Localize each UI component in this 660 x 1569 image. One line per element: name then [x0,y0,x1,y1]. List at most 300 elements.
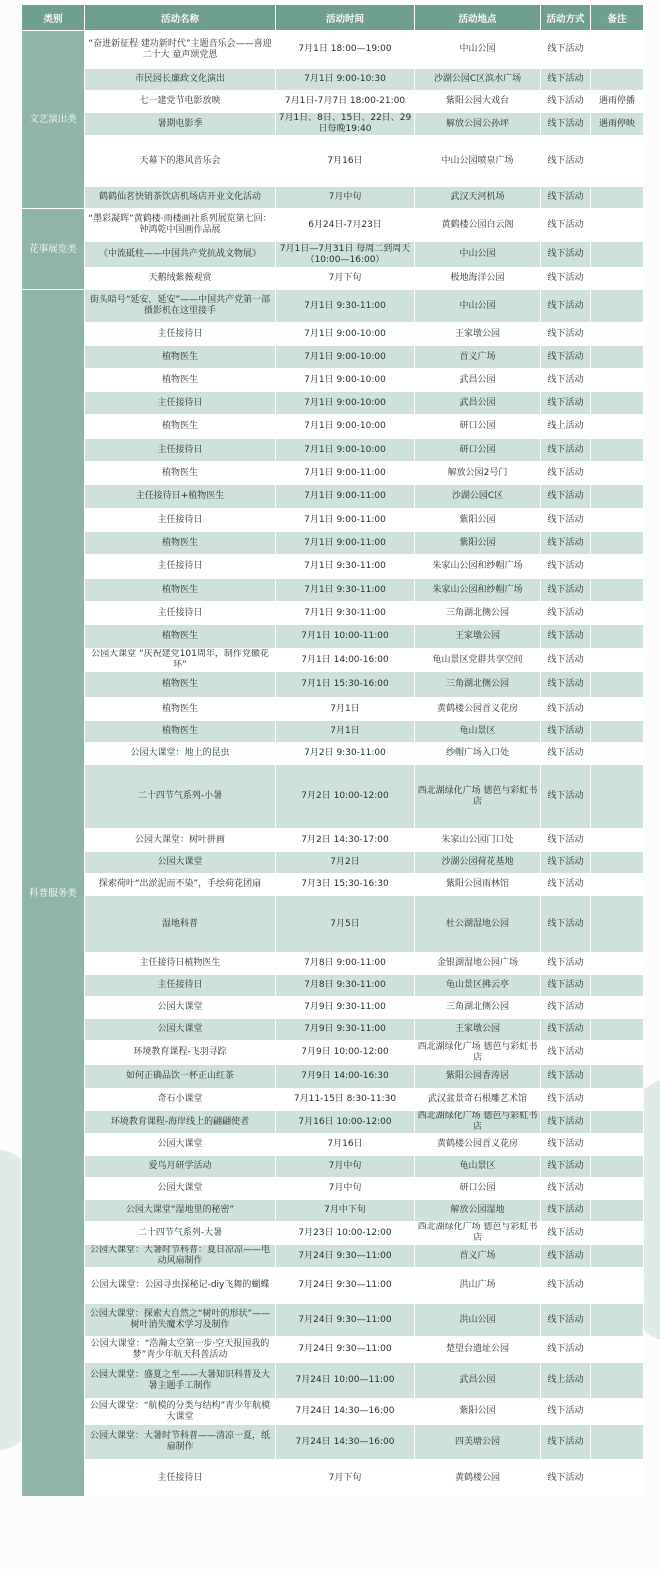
activity-name-cell: 主任接待日 [85,323,276,346]
table-row [22,1089,644,1111]
table-row [22,1019,644,1041]
note-cell: 遇雨停映 [591,113,644,136]
activity-mode-cell: 线下活动 [541,698,591,721]
activity-time-cell: 7月1日 9:00-11:00 [276,509,415,532]
activity-time-cell: 7月2日 10:00-12:00 [276,765,415,829]
activity-time-cell: 7月中下旬 [276,1200,415,1222]
table-row [22,1245,644,1268]
activity-name-cell: 二十四节气系列-小暑 [85,765,276,829]
activity-mode-cell: 线下活动 [541,721,591,743]
activity-place-cell: 三角湖北侧公园 [415,602,541,625]
note-cell [591,1399,644,1425]
activity-mode-cell: 线下活动 [541,485,591,509]
note-cell [591,509,644,532]
activity-mode-cell: 线下活动 [541,1200,591,1222]
activity-place-cell: 龟山景区 [415,1156,541,1178]
activity-place-cell: 西北湖绿化广场 德芭与彩虹书店 [415,1222,541,1245]
table-row [22,698,644,721]
activity-place-cell: 王家墩公园 [415,323,541,346]
activity-mode-cell: 线下活动 [541,113,591,136]
note-cell [591,268,644,290]
activity-time-cell: 7月9日 14:00-16:30 [276,1065,415,1089]
activity-mode-cell: 线下活动 [541,1089,591,1111]
header-activity-mode: 活动方式 [541,5,591,31]
activity-name-cell: 植物医生 [85,462,276,485]
activity-name-cell: 天幕下的港风音乐会 [85,136,276,187]
activity-place-cell: 极地海洋公园 [415,268,541,290]
activity-name-cell: 如何正确品饮一杯正山红茶 [85,1065,276,1089]
activity-name-cell: 奇石小课堂 [85,1089,276,1111]
activity-time-cell: 7月3日 15:30-16:30 [276,874,415,896]
activity-place-cell: 龟山景区 [415,721,541,743]
activity-time-cell: 6月24日-7月23日 [276,209,415,242]
activity-time-cell: 7月16日 [276,136,415,187]
activity-time-cell: 7月5日 [276,896,415,953]
table-row [22,346,644,369]
activity-name-cell: 主任接待日 [85,439,276,462]
note-cell [591,852,644,874]
table-row [22,31,644,69]
activity-mode-cell: 线下活动 [541,532,591,555]
note-cell [591,896,644,953]
table-row [22,462,644,485]
note-cell [591,1245,644,1268]
activity-mode-cell: 线下活动 [541,1304,591,1337]
note-cell [591,602,644,625]
activity-place-cell: 首义广场 [415,1245,541,1268]
activity-name-cell: 公园大课堂：大暑时节科普——清凉一夏，纸扇制作 [85,1425,276,1460]
activity-mode-cell: 线下活动 [541,31,591,69]
note-cell: 遇雨停播 [591,91,644,113]
note-cell [591,532,644,555]
note-cell [591,1337,644,1363]
activity-place-cell: 楚望台遗址公园 [415,1337,541,1363]
activity-mode-cell: 线下活动 [541,743,591,765]
table-row [22,1460,644,1497]
note-cell [591,323,644,346]
header-activity-name: 活动名称 [85,5,276,31]
note-cell [591,31,644,69]
activity-place-cell: 龟山景区拂云亭 [415,975,541,997]
activity-time-cell: 7月1日 9:00-11:00 [276,462,415,485]
note-cell [591,290,644,323]
table-row [22,1200,644,1222]
activity-mode-cell: 线上活动 [541,1363,591,1399]
activity-place-cell: 王家墩公园 [415,625,541,649]
activity-place-cell: 西北湖绿化广场 德芭与彩虹书店 [415,1111,541,1134]
activity-time-cell: 7月1日 9:00-10:00 [276,369,415,392]
activity-place-cell: 紫阳公园 [415,509,541,532]
note-cell [591,1304,644,1337]
note-cell [591,439,644,462]
activity-place-cell: 朱家山公园和纱帽广场 [415,579,541,602]
activity-mode-cell: 线下活动 [541,1134,591,1156]
activity-place-cell: 沙湖公园C区 [415,485,541,509]
table-row [22,829,644,852]
activity-mode-cell: 线下活动 [541,392,591,415]
activity-name-cell: 公园大课堂：盛夏之至——大暑知识科普及大暑主题手工制作 [85,1363,276,1399]
activity-name-cell: 《中流砥柱——中国共产党抗战文物展》 [85,242,276,268]
activity-time-cell: 7月1日 9:00-10:00 [276,323,415,346]
activity-place-cell: 武昌公园 [415,369,541,392]
activity-place-cell: 解放公园2号门 [415,462,541,485]
table-row [22,579,644,602]
note-cell [591,209,644,242]
activity-time-cell: 7月1日 14:00-16:00 [276,649,415,672]
category-cell: 花事展览类 [22,209,85,290]
category-cell: 文艺演出类 [22,31,85,209]
activity-mode-cell: 线下活动 [541,509,591,532]
activity-mode-cell: 线下活动 [541,625,591,649]
activity-mode-cell: 线下活动 [541,649,591,672]
activity-name-cell: 湿地科普 [85,896,276,953]
note-cell [591,1089,644,1111]
activity-mode-cell: 线下活动 [541,1156,591,1178]
activity-name-cell: 七一建党节电影放映 [85,91,276,113]
activity-name-cell: 植物医生 [85,625,276,649]
activity-name-cell: 爱鸟月研学活动 [85,1156,276,1178]
activity-mode-cell: 线下活动 [541,579,591,602]
note-cell [591,874,644,896]
activity-time-cell: 7月24日 14:30—16:00 [276,1425,415,1460]
activity-mode-cell: 线下活动 [541,91,591,113]
activity-place-cell: 武汉天河机场 [415,187,541,209]
activity-name-cell: 公园大课堂：“浩瀚太空第一步·空天报国我的梦”青少年航天科普活动 [85,1337,276,1363]
activity-time-cell: 7月1日-7月7日 18:00-21:00 [276,91,415,113]
activity-mode-cell: 线下活动 [541,1111,591,1134]
activity-name-cell: 植物医生 [85,415,276,439]
activity-name-cell: 公园大课堂：树叶拼画 [85,829,276,852]
table-row [22,953,644,975]
table-header-row [22,5,644,31]
activity-place-cell: 四美塘公园 [415,1425,541,1460]
activity-name-cell: 主任接待日+植物医生 [85,485,276,509]
activity-place-cell: 金银湖湿地公园广场 [415,953,541,975]
activity-mode-cell: 线下活动 [541,829,591,852]
table-row [22,765,644,829]
activity-place-cell: 紫阳公园大戏台 [415,91,541,113]
activity-mode-cell: 线下活动 [541,1425,591,1460]
activity-time-cell: 7月24日 9:30—11:00 [276,1304,415,1337]
table-row [22,392,644,415]
activity-mode-cell: 线下活动 [541,1041,591,1065]
activity-mode-cell: 线下活动 [541,1268,591,1304]
activity-name-cell: 公园大课堂 [85,852,276,874]
note-cell [591,579,644,602]
activity-name-cell: 公园大课堂 [85,1178,276,1200]
activity-name-cell: 环境教育课程-飞羽寻踪 [85,1041,276,1065]
note-cell [591,136,644,187]
activity-place-cell: 研口公园 [415,439,541,462]
activity-place-cell: 西北湖绿化广场 德芭与彩虹书店 [415,765,541,829]
table-row [22,209,644,242]
activity-time-cell: 7月1日 9:00-10:00 [276,346,415,369]
note-cell [591,1065,644,1089]
activity-name-cell: 公园大课堂 [85,1019,276,1041]
activity-name-cell: 天鹅绒紫薇观赏 [85,268,276,290]
activity-place-cell: 武昌公园 [415,1363,541,1399]
activity-name-cell: 主任接待日 [85,509,276,532]
activity-name-cell: 主任接待日 [85,555,276,579]
activity-name-cell: 公园大课堂 “庆祝建党101周年，制作党徽花环” [85,649,276,672]
activity-time-cell: 7月8日 9:00-11:00 [276,953,415,975]
activity-place-cell: 解放公园公孙坪 [415,113,541,136]
activity-mode-cell: 线下活动 [541,1065,591,1089]
header-category: 类别 [22,5,85,31]
activity-mode-cell: 线下活动 [541,852,591,874]
table-row [22,1134,644,1156]
activity-time-cell: 7月1日 9:30-11:00 [276,555,415,579]
activity-name-cell: 街头暗号“延安，延安”——中国共产党第一部摄影机在这里接手 [85,290,276,323]
note-cell [591,187,644,209]
note-cell [591,1425,644,1460]
table-row [22,242,644,268]
activity-time-cell: 7月1日 9:00-10:00 [276,415,415,439]
table-row [22,649,644,672]
activity-mode-cell: 线下活动 [541,874,591,896]
activity-name-cell: 植物医生 [85,346,276,369]
activity-place-cell: 黄鹤楼公园首义花房 [415,1134,541,1156]
activity-time-cell: 7月1日 9:00-11:00 [276,485,415,509]
activity-mode-cell: 线下活动 [541,69,591,91]
activity-place-cell: 解放公园湿地 [415,1200,541,1222]
activity-name-cell: 二十四节气系列-大暑 [85,1222,276,1245]
note-cell [591,242,644,268]
note-cell [591,953,644,975]
activity-name-cell: 公园大课堂：公园寻虫探秘记-diy飞舞的蝴蝶 [85,1268,276,1304]
activity-mode-cell: 线下活动 [541,953,591,975]
activity-place-cell: 洪山广场 [415,1268,541,1304]
activity-name-cell: 公园大课堂：大暑时节科普：夏日凉凉——电动风扇制作 [85,1245,276,1268]
activity-place-cell: 黄鹤楼公园白云阁 [415,209,541,242]
table-row [22,1065,644,1089]
activity-name-cell: “墨彩凝晖”黄鹤楼·雨楼画社系列展览第七回：钟鸿乾中国画作品展 [85,209,276,242]
activity-name-cell: 植物医生 [85,672,276,698]
activity-time-cell: 7月中旬 [276,1178,415,1200]
activity-name-cell: 环境教育课程-海岸线上的翩翩使者 [85,1111,276,1134]
activity-place-cell: 三角湖北侧公园 [415,672,541,698]
note-cell [591,743,644,765]
table-row [22,369,644,392]
table-row [22,91,644,113]
note-cell [591,649,644,672]
table-row [22,268,644,290]
activity-place-cell: 武昌公园 [415,392,541,415]
activity-place-cell: 研口公园 [415,1178,541,1200]
activity-mode-cell: 线下活动 [541,242,591,268]
table-row [22,625,644,649]
activity-time-cell: 7月1日—7月31日 每周二到周天（10:00—16:00） [276,242,415,268]
note-cell [591,1222,644,1245]
activity-place-cell: 朱家山公园门口处 [415,829,541,852]
note-cell [591,1156,644,1178]
activity-mode-cell: 线下活动 [541,1222,591,1245]
activity-place-cell: 紫阳公园 [415,1399,541,1425]
note-cell [591,1200,644,1222]
table-row [22,1304,644,1337]
note-cell [591,765,644,829]
activity-mode-cell: 线下活动 [541,1245,591,1268]
table-row [22,1363,644,1399]
header-note: 备注 [591,5,644,31]
activity-table [21,4,644,1497]
table-row [22,874,644,896]
activity-place-cell: 中山公园 [415,242,541,268]
activity-place-cell: 王家墩公园 [415,1019,541,1041]
activity-place-cell: 研口公园 [415,415,541,439]
note-cell [591,1363,644,1399]
activity-place-cell: 西北湖绿化广场 德芭与彩虹书店 [415,1041,541,1065]
activity-time-cell: 7月9日 10:00-12:00 [276,1041,415,1065]
activity-name-cell: 植物医生 [85,721,276,743]
activity-name-cell: 暑期电影季 [85,113,276,136]
activity-place-cell: 三角湖北侧公园 [415,997,541,1019]
activity-name-cell: 主任接待日 [85,602,276,625]
activity-mode-cell: 线下活动 [541,136,591,187]
activity-place-cell: 龟山景区党群共享空间 [415,649,541,672]
note-cell [591,1134,644,1156]
note-cell [591,997,644,1019]
activity-time-cell: 7月24日 9:30—11:00 [276,1337,415,1363]
activity-mode-cell: 线下活动 [541,209,591,242]
activity-time-cell: 7月1日 15:30-16:00 [276,672,415,698]
activity-name-cell: 公园大课堂：地上的昆虫 [85,743,276,765]
table-row [22,1111,644,1134]
activity-time-cell: 7月1日 [276,721,415,743]
activity-mode-cell: 线下活动 [541,896,591,953]
table-row [22,1041,644,1065]
activity-time-cell: 7月1日 10:00-11:00 [276,625,415,649]
note-cell [591,698,644,721]
table-row [22,743,644,765]
activity-mode-cell: 线下活动 [541,1337,591,1363]
table-row [22,1399,644,1425]
activity-time-cell: 7月9日 9:30-11:00 [276,997,415,1019]
activity-time-cell: 7月下旬 [276,268,415,290]
activity-place-cell: 沙湖公园C区滨水广场 [415,69,541,91]
activity-mode-cell: 线下活动 [541,187,591,209]
activity-mode-cell: 线下活动 [541,1460,591,1497]
activity-name-cell: 植物医生 [85,532,276,555]
activity-mode-cell: 线下活动 [541,268,591,290]
activity-mode-cell: 线下活动 [541,1399,591,1425]
table-row [22,532,644,555]
activity-mode-cell: 线下活动 [541,1178,591,1200]
category-cell: 科普服务类 [22,290,85,1497]
activity-name-cell: “奋进新征程 建功新时代”主题音乐会——喜迎二十大 童声颂党恩 [85,31,276,69]
activity-place-cell: 洪山公园 [415,1304,541,1337]
activity-name-cell: 主任接待日 [85,975,276,997]
table-row [22,1222,644,1245]
table-row [22,852,644,874]
table-row [22,187,644,209]
table-row [22,997,644,1019]
table-row [22,509,644,532]
activity-place-cell: 中山公园 [415,31,541,69]
note-cell [591,672,644,698]
activity-time-cell: 7月8日 9:30-11:00 [276,975,415,997]
table-row [22,1178,644,1200]
activity-mode-cell: 线下活动 [541,290,591,323]
activity-name-cell: 探索荷叶“出淤泥而不染”，手绘荷花团扇 [85,874,276,896]
header-activity-time: 活动时间 [276,5,415,31]
activity-name-cell: 公园大课堂：“航模的分类与结构”青少年航模大课堂 [85,1399,276,1425]
table-row [22,485,644,509]
activity-time-cell: 7月中旬 [276,187,415,209]
activity-time-cell: 7月1日 9:00-10:00 [276,439,415,462]
table-row [22,555,644,579]
activity-mode-cell: 线下活动 [541,346,591,369]
activity-time-cell: 7月下旬 [276,1460,415,1497]
activity-name-cell: 公园大课堂 [85,1134,276,1156]
note-cell [591,1268,644,1304]
note-cell [591,1460,644,1497]
note-cell [591,485,644,509]
activity-time-cell: 7月2日 [276,852,415,874]
note-cell [591,1041,644,1065]
activity-place-cell: 紫阳公园香涛居 [415,1065,541,1089]
table-row [22,290,644,323]
activity-name-cell: 主任接待日 [85,1460,276,1497]
activity-place-cell: 沙湖公园荷花基地 [415,852,541,874]
note-cell [591,415,644,439]
note-cell [591,369,644,392]
note-cell [591,555,644,579]
activity-time-cell: 7月1日 9:00-10:30 [276,69,415,91]
activity-time-cell: 7月16日 10:00-12:00 [276,1111,415,1134]
activity-name-cell: 植物医生 [85,698,276,721]
table-row [22,672,644,698]
activity-name-cell: 植物医生 [85,369,276,392]
table-row [22,1268,644,1304]
activity-mode-cell: 线下活动 [541,1019,591,1041]
activity-time-cell: 7月23日 10:00-12:00 [276,1222,415,1245]
activity-time-cell: 7月1日 9:00-11:00 [276,532,415,555]
activity-mode-cell: 线上活动 [541,415,591,439]
activity-time-cell: 7月2日 14:30-17:00 [276,829,415,852]
activity-time-cell: 7月2日 9:30-11:00 [276,743,415,765]
activity-time-cell: 7月24日 14:30—16:00 [276,1399,415,1425]
activity-time-cell: 7月16日 [276,1134,415,1156]
activity-place-cell: 黄鹤楼公园 [415,1460,541,1497]
activity-name-cell: 公园大课堂 [85,997,276,1019]
activity-time-cell: 7月中旬 [276,1156,415,1178]
table-row [22,1156,644,1178]
activity-time-cell: 7月1日、8日、15日、22日、29日每晚19:40 [276,113,415,136]
activity-time-cell: 7月1日 [276,698,415,721]
activity-name-cell: 主任接待日 [85,392,276,415]
activity-name-cell: 公园大课堂“湿地里的秘密” [85,1200,276,1222]
note-cell [591,462,644,485]
activity-place-cell: 紫阳公园 [415,532,541,555]
header-activity-place: 活动地点 [415,5,541,31]
activity-time-cell: 7月1日 9:30-11:00 [276,290,415,323]
note-cell [591,721,644,743]
activity-mode-cell: 线下活动 [541,555,591,579]
activity-place-cell: 纱帽广场入口处 [415,743,541,765]
activity-time-cell: 7月24日 9:30—11:00 [276,1268,415,1304]
table-row [22,136,644,187]
table-row [22,113,644,136]
activity-place-cell: 朱家山公园和纱帽广场 [415,555,541,579]
activity-time-cell: 7月24日 10:00—11:00 [276,1363,415,1399]
activity-time-cell: 7月1日 9:30-11:00 [276,579,415,602]
note-cell [591,1178,644,1200]
table-row [22,323,644,346]
table-row [22,69,644,91]
activity-time-cell: 7月1日 18:00—19:00 [276,31,415,69]
activity-place-cell: 杜公湖湿地公园 [415,896,541,953]
